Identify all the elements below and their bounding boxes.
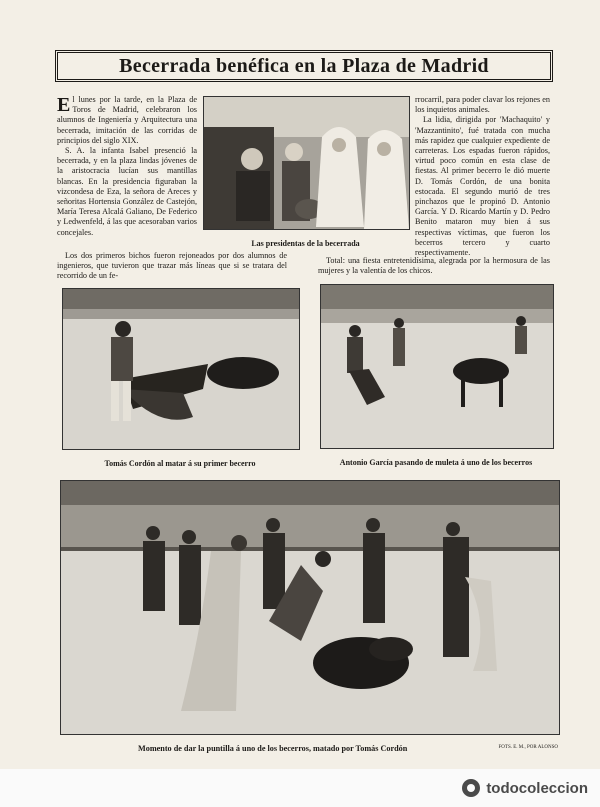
photo-puntilla-image: [61, 481, 559, 734]
photo-credit: FOTS. E. M., POR ALONSO: [498, 745, 558, 750]
text-column-left: [57, 95, 197, 238]
caption-cordon: Tomás Cordón al matar á su primer becerro: [104, 459, 256, 468]
paragraph: Total: una fiesta entretenidísima, alegrada por la hermosura de las mujeres y la valentía de los chicos.: [318, 256, 550, 276]
photo-cordon: [62, 288, 300, 450]
watermark-text: todocoleccion: [486, 779, 588, 797]
photo-presidentas-image: [204, 97, 409, 229]
paragraph: S. A. la infanta Isabel presenció la becerrada, y en la plaza lindas jóvenes de la aristocracia lucían sus mantillas blancas. En la presidencia figuraban la vizcondesa de Eza, la señora de Areces y señoritas Hortensia González de Castejón, María Teresa Alcalá Galiano, De Federico y Ledwenfeld, á las que acesoraban varios concejales.: [57, 146, 197, 237]
paragraph: La lidia, dirigida por 'Machaquito' y 'Mazzantinito', fué tratada con mucha más rapidez que cualquier expediente de carreteras. Los espadas fueron rápidos, virtud poco común en esta clase de fiestas. Al primer becerro le dió muerte D. Tomás Cordón, de una bonita estocada. El segundo murió de tres pinchazos que le propinó D. Antonio García. Y D. Ricardo Martín y D. Pedro Benito mataron muy bien á sus respectivas víctimas, que fueron los becerros tercero y cuarto respectivamente.: [415, 115, 550, 258]
paragraph: [57, 95, 197, 146]
photo-cordon-image: [63, 289, 299, 449]
text-right-continued: [318, 256, 550, 276]
title-box: [55, 50, 553, 82]
caption-puntilla: Momento de dar la puntilla á uno de los becerros, matado por Tomás Cordón: [138, 744, 408, 753]
text-column-right: [415, 95, 550, 258]
page-title: Becerrada benéfica en la Plaza de Madrid: [119, 54, 489, 77]
photo-garcia: [320, 284, 554, 449]
photo-presidentas: [203, 96, 410, 230]
paragraph: rrocarril, para poder clavar los rejones en los inquietos animales.: [415, 95, 550, 115]
text-left-continued: [57, 251, 287, 282]
drop-cap: E: [57, 94, 71, 116]
photo-puntilla: [60, 480, 560, 735]
caption-presidentas: Las presidentas de la becerrada: [251, 239, 360, 248]
photo-garcia-image: [321, 285, 553, 448]
caption-garcia: Antonio García pasando de muleta á uno de los becerros: [339, 458, 533, 467]
watermark-bar: [0, 769, 600, 807]
watermark-logo: [462, 779, 588, 797]
logo-icon: [462, 779, 480, 797]
paragraph-text: l lunes por la tarde, en la Plaza de Toros de Madrid, celebraron los alumnos de Ingeniería y Arquitectura una becerrada, imitación de las corridas de principios del siglo XIX.: [57, 95, 197, 145]
paragraph: Los dos primeros bichos fueron rejoneados por dos alumnos de ingenieros, que tuvieron que trazar más líneas que si se tratara del recorrido de un fe-: [57, 251, 287, 281]
